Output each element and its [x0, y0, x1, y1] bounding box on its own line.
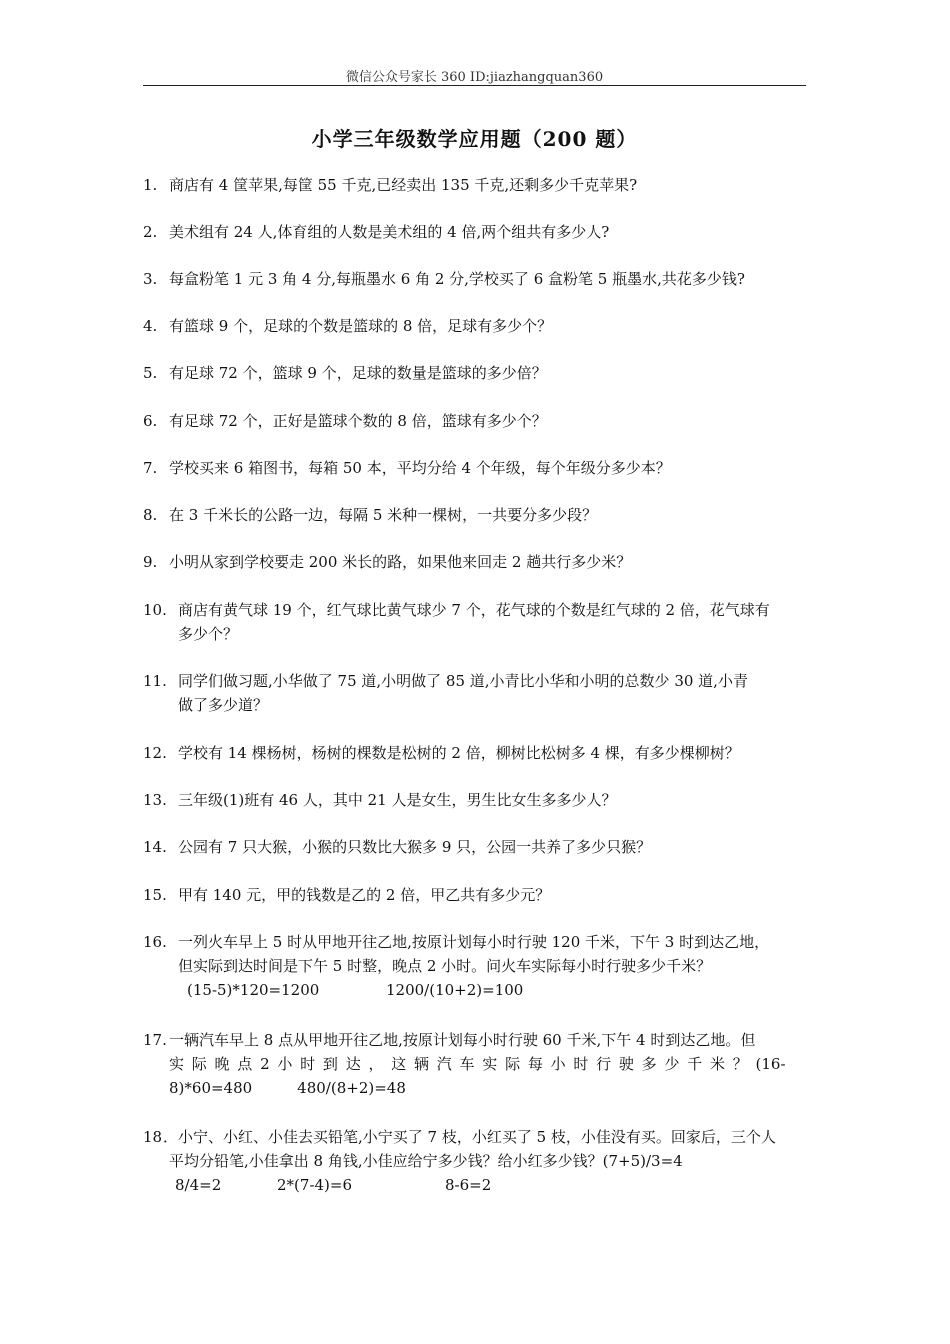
solution-formula: 2*(7-4)=6: [277, 1176, 353, 1194]
question-number: 15.: [143, 886, 167, 904]
question-item: [143, 456, 806, 480]
question-text: 在 3 千米长的公路一边，每隔 5 米种一棵树，一共要分多少段？: [169, 506, 598, 524]
question-text-continued: 实 际 晚 点 2 小 时 到 达 ， 这 辆 汽 车 实 际 每 小 时 行 驶 多 少 千 米 ？ (16-: [169, 1055, 786, 1073]
question-number: 3.: [143, 270, 158, 288]
question-number: 4.: [143, 317, 158, 335]
question-text: 公园有 7 只大猴，小猴的只数比大猴多 9 只，公园一共养了多少只猴？: [178, 838, 652, 856]
question-text: 一列火车早上 5 时从甲地开往乙地,按原计划每小时行驶 120 千米，下午 3 时到达乙地，: [178, 933, 770, 951]
question-item: [143, 930, 806, 1002]
question-text: 有足球 72 个，篮球 9 个，足球的数量是篮球的多少倍？: [169, 364, 547, 382]
question-number: 5.: [143, 364, 158, 382]
question-text: 有篮球 9 个，足球的个数是篮球的 8 倍，足球有多少个？: [169, 317, 553, 335]
question-text: 商店有 4 筐苹果,每筐 55 千克,已经卖出 135 千克,还剩多少千克苹果?: [169, 176, 638, 194]
question-number: 11.: [143, 672, 167, 690]
solution-formula: 8)*60=480 480/(8+2)=48: [169, 1079, 406, 1097]
question-text-continued: 但实际到达时间是下午 5 时整，晚点 2 小时。问火车实际每小时行驶多少千米？: [178, 957, 712, 975]
question-text: 商店有黄气球 19 个，红气球比黄气球少 7 个，花气球的个数是红气球的 2 倍，花气球有: [178, 601, 770, 619]
question-text: 甲有 140 元，甲的钱数是乙的 2 倍，甲乙共有多少元？: [178, 886, 551, 904]
question-number: 1.: [143, 176, 158, 194]
question-text-continued: 平均分铅笔,小佳拿出 8 角钱,小佳应给宁多少钱？给小红多少钱？(7+5)/3=4: [169, 1152, 683, 1170]
question-text: 美术组有 24 人,体育组的人数是美术组的 4 倍,两个组共有多少人?: [169, 223, 610, 241]
question-text: 小明从家到学校要走 200 米长的路，如果他来回走 2 趟共行多少米？: [169, 553, 632, 571]
question-text: 有足球 72 个，正好是篮球个数的 8 倍，篮球有多少个？: [169, 412, 547, 430]
question-item: [143, 669, 806, 717]
question-number: 10.: [143, 601, 167, 619]
question-number: 6.: [143, 412, 158, 430]
question-item: [143, 741, 806, 765]
question-number: 8.: [143, 506, 158, 524]
question-item: [143, 220, 806, 244]
question-text: 一辆汽车早上 8 点从甲地开往乙地,按原计划每小时行驶 60 千米,下午 4 时到达乙地。但: [169, 1031, 756, 1049]
question-item: [143, 267, 806, 291]
question-text: 每盒粉笔 1 元 3 角 4 分,每瓶墨水 6 角 2 分,学校买了 6 盒粉笔 5 瓶墨水,共花多少钱?: [169, 270, 745, 288]
question-text: 学校有 14 棵杨树，杨树的棵数是松树的 2 倍，柳树比松树多 4 棵，有多少棵柳树？: [178, 744, 740, 762]
question-number: 9.: [143, 553, 158, 571]
document-title: 小学三年级数学应用题（200 题）: [311, 127, 638, 151]
question-text: 学校买来 6 箱图书，每箱 50 本，平均分给 4 个年级，每个年级分多少本？: [169, 459, 671, 477]
question-item: [143, 1125, 806, 1197]
question-item: [143, 883, 806, 907]
question-number: 14.: [143, 838, 167, 856]
question-item: [143, 409, 806, 433]
question-item: [143, 835, 806, 859]
question-item: [143, 314, 806, 338]
question-text-continued: 多少个？: [178, 625, 239, 643]
question-item: [143, 788, 806, 812]
header-divider: [143, 85, 806, 86]
question-number: 18: [143, 1128, 163, 1146]
question-number: 17.: [143, 1031, 167, 1049]
question-item: [143, 361, 806, 385]
question-number: 12.: [143, 744, 167, 762]
question-text: 同学们做习题,小华做了 75 道,小明做了 85 道,小青比小华和小明的总数少 30 道,小青: [178, 672, 748, 690]
question-item: [143, 1028, 806, 1100]
question-number: 13.: [143, 791, 167, 809]
solution-formula: 1200/(10+2)=100: [386, 981, 524, 999]
question-item: [143, 550, 806, 574]
question-number: 7.: [143, 459, 158, 477]
page-header: 微信公众号家长 360 ID:jiazhangquan360: [345, 70, 604, 85]
question-item: [143, 503, 806, 527]
solution-formula: (15-5)*120=1200: [187, 981, 320, 999]
question-number: 16.: [143, 933, 167, 951]
question-number: 2.: [143, 223, 158, 241]
solution-formula: 8/4=2: [175, 1176, 222, 1194]
question-item: [143, 173, 806, 197]
solution-formula: 8-6=2: [445, 1176, 492, 1194]
question-text-continued: 做了多少道？: [178, 696, 269, 714]
question-text: ．小宁、小红、小佳去买铅笔,小宁买了 7 枝，小红买了 5 枝，小佳没有买。回家后，三个人: [163, 1128, 776, 1146]
question-item: [143, 598, 806, 646]
question-text: 三年级(1)班有 46 人，其中 21 人是女生，男生比女生多多少人？: [178, 791, 617, 809]
